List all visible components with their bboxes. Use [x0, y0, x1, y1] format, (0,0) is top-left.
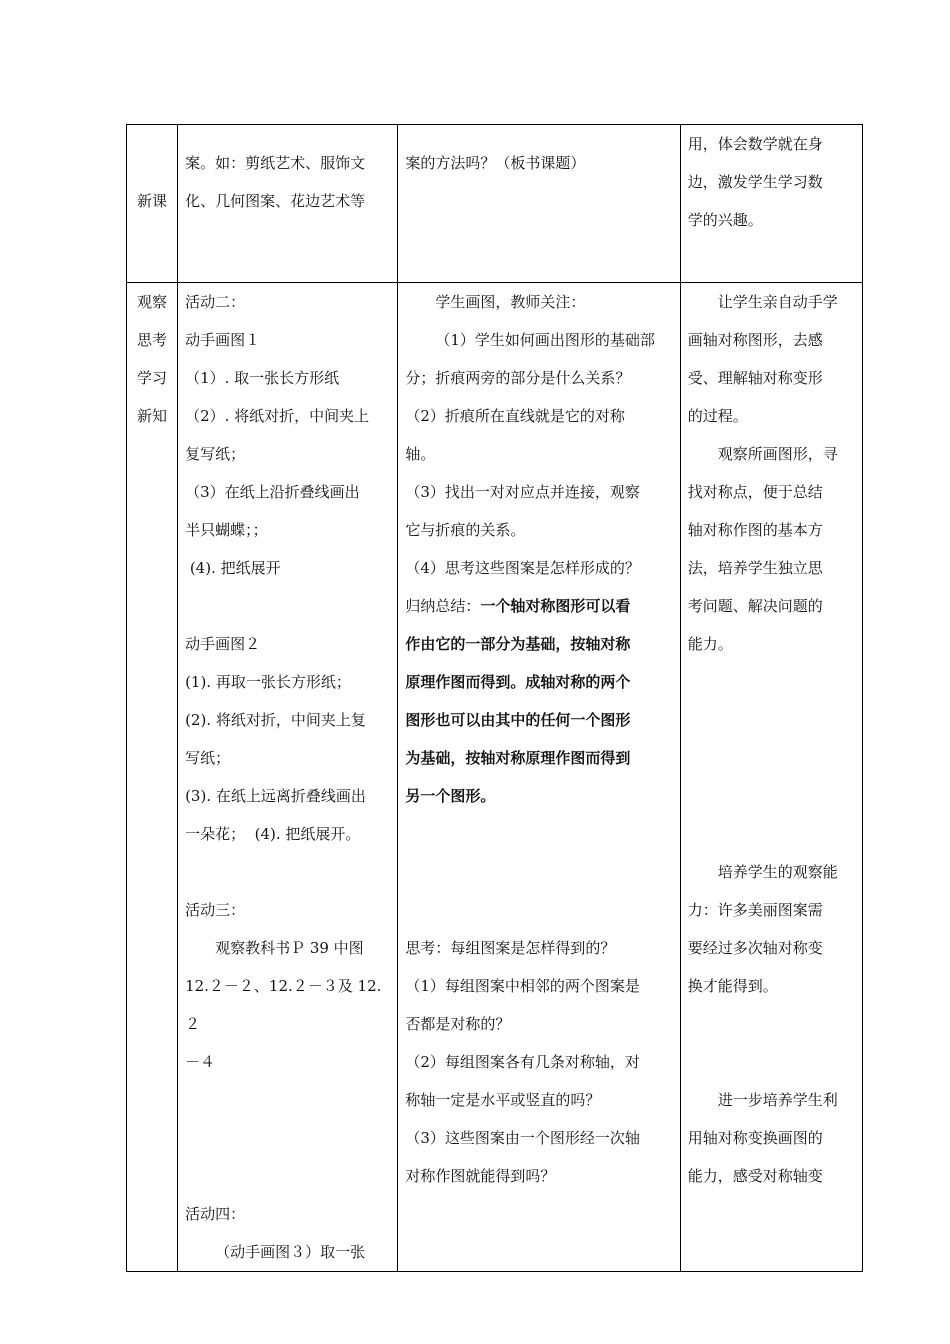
teacher-cell [398, 283, 680, 1272]
activity-step: 12.２－２、12.２－３及 12.２ [185, 977, 382, 1033]
teacher-line: 案的方法吗？（板书课题） [405, 154, 586, 172]
intent-line: 考问题、解决问题的 [687, 597, 823, 615]
summary-line: 为基础，按轴对称原理作图而得到 [405, 749, 631, 767]
intent-line: 找对称点，便于总结 [687, 483, 823, 501]
intent-cell [680, 125, 862, 283]
think-title: 思考：每组图案是怎样得到的？ [405, 939, 616, 957]
teacher-line: （3）找出一对对应点并连接，观察 [405, 483, 640, 501]
intent-line: 力：许多美丽图案需 [687, 901, 823, 919]
intent-line: 边，激发学生学习数 [687, 173, 823, 191]
activity-step: (1). 再取一张长方形纸； [185, 673, 351, 691]
activity-step: （2）. 将纸对折，中间夹上 [185, 407, 370, 425]
activity-title: 活动三： [185, 901, 246, 919]
intent-line: 要经过多次轴对称变 [687, 939, 823, 957]
activity-step: 一朵花； (4). 把纸展开。 [185, 825, 361, 843]
think-line: （3）这些图案由一个图形经一次轴 [405, 1129, 640, 1147]
think-line: （1）每组图案中相邻的两个图案是 [405, 977, 640, 995]
stage-label: 新知 [137, 407, 168, 425]
think-line: 称轴一定是水平或竖直的吗？ [405, 1091, 601, 1109]
teacher-cell [398, 125, 680, 283]
intent-line: 轴对称作图的基本方 [687, 521, 823, 539]
intent-line: 能力。 [687, 635, 733, 653]
activity-step: 写纸； [185, 749, 231, 767]
summary-line [405, 587, 672, 625]
activity-subtitle: 动手画图１ [185, 331, 261, 349]
activity-cell [178, 283, 398, 1272]
summary-line: 原理作图而得到。成轴对称的两个 [405, 673, 631, 691]
table-row-explore [127, 283, 863, 1272]
intent-line: 换才能得到。 [687, 977, 778, 995]
stage-label: 思考 [137, 331, 168, 349]
summary-label: 归纳总结： [405, 597, 481, 615]
activity-step: （3）在纸上沿折叠线画出 [185, 483, 360, 501]
intent-line: 学的兴趣。 [687, 211, 763, 229]
intent-line: 的过程。 [687, 407, 748, 425]
intent-line: 让学生亲自动手学 [717, 293, 838, 311]
activity-step: (2). 将纸对折，中间夹上复 [185, 711, 366, 729]
summary-line: 图形也可以由其中的任何一个图形 [405, 711, 631, 729]
activity-step: －４ [185, 1053, 216, 1071]
activity-step: （1）. 取一张长方形纸 [185, 369, 340, 387]
teacher-line: 轴。 [405, 445, 436, 463]
intent-cell [680, 283, 862, 1272]
teacher-line: 它与折痕的关系。 [405, 521, 526, 539]
stage-cell [127, 283, 178, 1272]
stage-label: 新课 [137, 192, 168, 210]
activity-subtitle: 动手画图２ [185, 635, 261, 653]
activity-title: 活动二： [185, 293, 246, 311]
activity-step: (4). 把纸展开 [185, 559, 281, 577]
intent-line: 观察所画图形，寻 [717, 445, 838, 463]
stage-label: 观察 [137, 293, 168, 311]
activity-step: (3). 在纸上远离折叠线画出 [185, 787, 366, 805]
activity-step: （动手画图３）取一张 [215, 1243, 366, 1261]
teacher-line: （2）折痕所在直线就是它的对称 [405, 407, 625, 425]
intent-line: 画轴对称图形，去感 [687, 331, 823, 349]
intent-line: 用，体会数学就在身 [687, 135, 823, 153]
think-line: 对称作图就能得到吗？ [405, 1167, 556, 1185]
intent-line: 法，培养学生独立思 [687, 559, 823, 577]
lesson-plan-table [126, 124, 863, 1272]
think-line: 否都是对称的？ [405, 1015, 511, 1033]
activity-title: 活动四： [185, 1205, 246, 1223]
summary-line: 作由它的一部分为基础，按轴对称 [405, 635, 631, 653]
activity-cell [178, 125, 398, 283]
intent-line: 进一步培养学生利 [717, 1091, 838, 1109]
intent-line: 能力，感受对称轴变 [687, 1167, 823, 1185]
stage-cell [127, 125, 178, 283]
intent-line: 培养学生的观察能 [717, 863, 838, 881]
intent-line: 受、理解轴对称变形 [687, 369, 823, 387]
teacher-line: （4）思考这些图案是怎样形成的？ [405, 559, 640, 577]
think-line: （2）每组图案各有几条对称轴，对 [405, 1053, 640, 1071]
activity-line: 案。如：剪纸艺术、服饰文 [185, 154, 366, 172]
teacher-line: （1）学生如何画出图形的基础部 [435, 331, 655, 349]
teacher-intro: 学生画图，教师关注： [435, 293, 586, 311]
activity-step: 复写纸； [185, 445, 246, 463]
stage-label: 学习 [137, 369, 168, 387]
activity-step: 观察教科书Ｐ 39 中图 [215, 939, 364, 957]
summary-bold: 一个轴对称图形可以看 [480, 597, 631, 615]
table-row-new-lesson [127, 125, 863, 283]
summary-line: 另一个图形。 [405, 787, 496, 805]
teacher-line: 分；折痕两旁的部分是什么关系？ [405, 369, 631, 387]
activity-step: 半只蝴蝶；； [185, 521, 268, 539]
intent-line: 用轴对称变换画图的 [687, 1129, 823, 1147]
activity-line: 化、几何图案、花边艺术等 [185, 192, 366, 210]
